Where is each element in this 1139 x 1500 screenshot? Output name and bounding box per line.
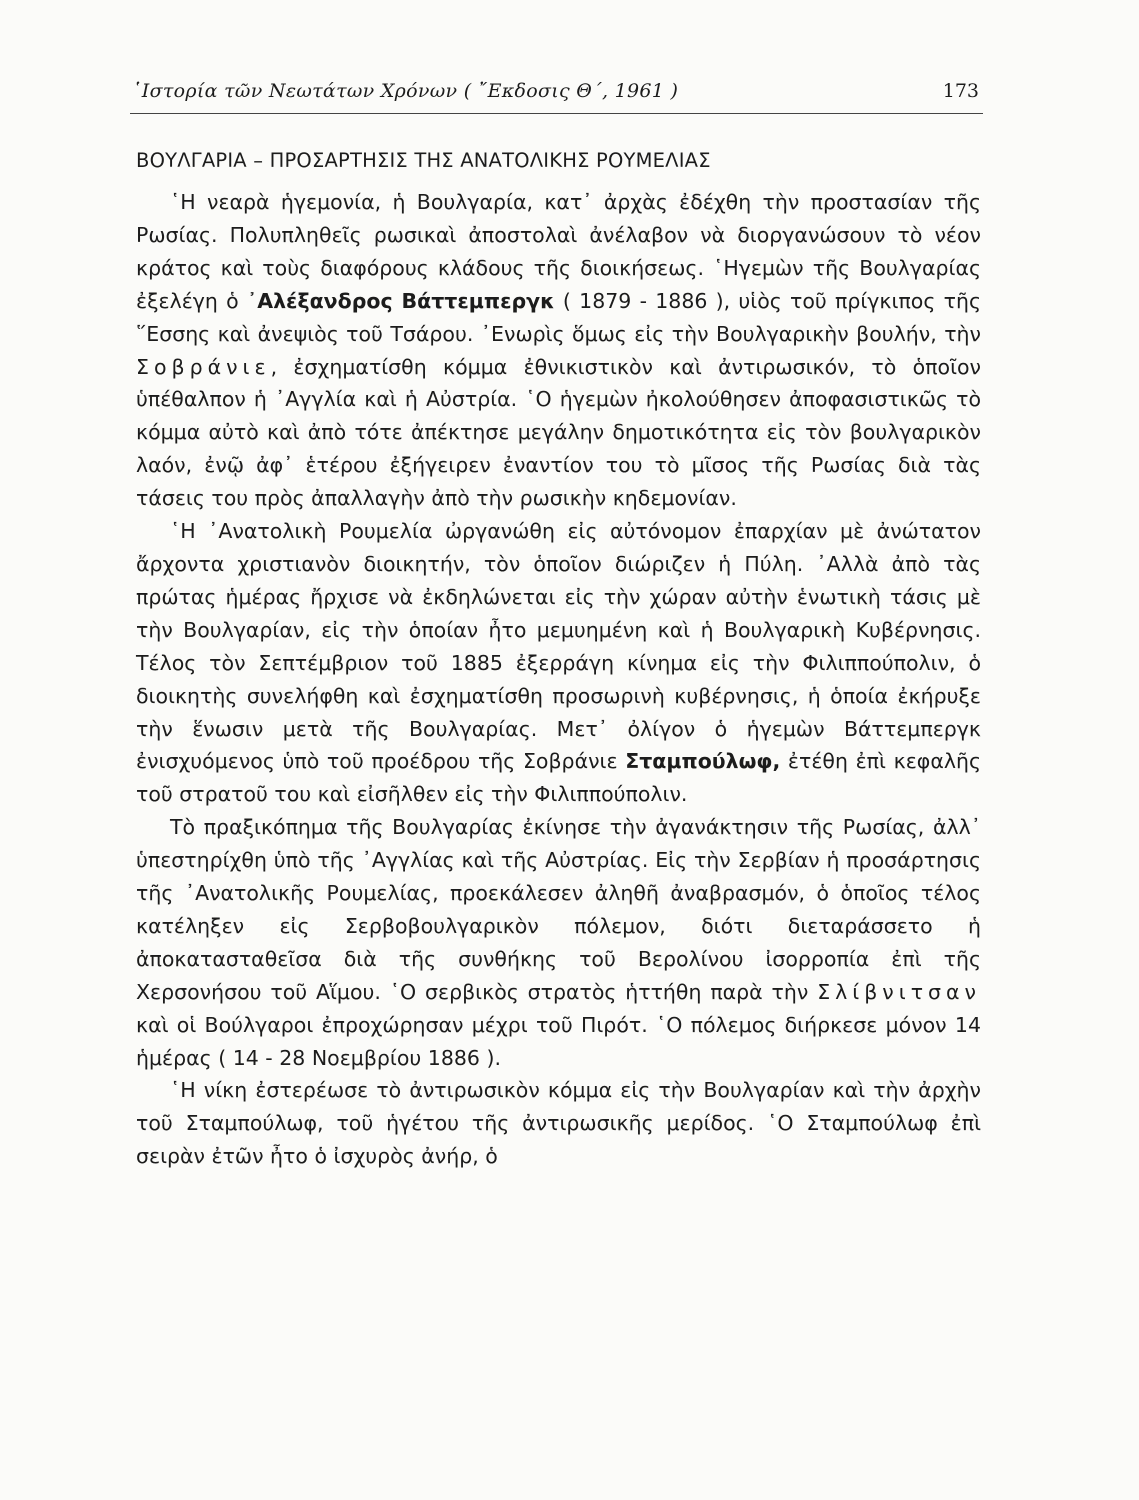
- body-text: [136, 186, 981, 1173]
- running-title: ῾Ιστορία τῶν Νεωτάτων Χρόνων ( ῎Εκδοσις Θ΄, 1961 ): [132, 80, 679, 102]
- text-run: , ἐσχηματίσθη κόμμα ἐθνικιστικὸν καὶ ἀντιρωσικόν, τὸ ὁποῖον ὑπέθαλπον ἡ ᾽Αγγλία καὶ ἡ Αὐστρία. ῾Ο ἡγεμὼν ἠκολούθησεν ἀποφασιστικῶς τὸ κόμμα αὐτὸ καὶ ἀπὸ τότε ἀπέκτησε μεγάλην δημοτικότητα εἰς τὸν βουλγαρικὸν λαόν, ἐνῷ ἀφ᾽ ἑτέρου ἐξήγειρεν ἐναντίον του τὸ μῖσος τῆς Ρωσίας διὰ τὰς τάσεις του πρὸς ἀπαλλαγὴν ἀπὸ τὴν ρωσικὴν κηδεμονίαν.: [136, 354, 981, 511]
- text-run: ἐτέθη ἐπὶ κεφαλῆς τοῦ στρατοῦ του καὶ εἰσῆλθεν εἰς τὴν Φιλιππούπολιν.: [136, 749, 981, 807]
- paragraph: [136, 811, 981, 1074]
- text-run: Τὸ πραξικόπημα τῆς Βουλγαρίας ἐκίνησε τὴν ἀγανάκτησιν τῆς Ρωσίας, ἀλλ᾽ ὑπεστηρίχθη ὑπὸ τῆς ᾽Αγγλίας καὶ τῆς Αὐστρίας. Εἰς τὴν Σερβίαν ἡ προσάρτησις τῆς ᾽Ανατολικῆς Ρουμελίας, προεκάλεσεν ἀληθῆ ἀναβρασμόν, ὁ ὁποῖος τέλος κατέληξεν εἰς Σερβοβουλγαρικὸν πόλεμον, διότι διεταράσσετο ἡ ἀποκατασταθεῖσα διὰ τῆς συνθήκης τοῦ Βερολίνου ἰσορροπία ἐπὶ τῆς Χερσονήσου τοῦ Αἵμου. ῾Ο σερβικὸς στρατὸς ἡττήθη παρὰ τὴν: [136, 815, 981, 1004]
- paragraph: [136, 1074, 981, 1173]
- running-head: [130, 76, 983, 106]
- text-run: ῾Η νίκη ἐστερέωσε τὸ ἀντιρωσικὸν κόμμα εἰς τὴν Βουλγαρίαν καὶ τὴν ἀρχὴν τοῦ Σταμπούλωφ, τοῦ ἡγέτου τῆς ἀντιρωσικῆς μερίδος. ῾Ο Σταμπούλωφ ἐπὶ σειρὰν ἐτῶν ἦτο ὁ ἰσχυρὸς ἀνήρ, ὁ: [136, 1078, 981, 1169]
- page-number: 173: [942, 80, 979, 102]
- spaced-term: Σλίβνιτσαν: [817, 979, 981, 1004]
- spaced-term: Σοβράνιε: [136, 354, 271, 379]
- paragraph: [136, 186, 981, 515]
- bold-name: Σταμπούλωφ,: [625, 749, 781, 774]
- bold-name: ᾽Αλέξανδρος Βάττεμπεργκ: [246, 288, 555, 313]
- section-heading: ΒΟΥΛΓΑΡΙΑ – ΠΡΟΣΑΡΤΗΣΙΣ ΤΗΣ ΑΝΑΤΟΛΙΚΗΣ ΡΟΥΜΕΛΙΑΣ: [136, 149, 711, 172]
- text-run: καὶ οἱ Βούλγαροι ἐπροχώρησαν μέχρι τοῦ Πιρότ. ῾Ο πόλεμος διήρκεσε μόνον 14 ἡμέρας ( 14 - 28 Νοεμβρίου 1886 ).: [136, 1012, 981, 1070]
- text-run: ῾Η νεαρὰ ἡγεμονία, ἡ Βουλγαρία, κατ᾽ ἀρχὰς ἐδέχθη τὴν προστασίαν τῆς Ρωσίας. Πολυπληθεῖς ρωσικαὶ ἀποστολαὶ ἀνέλαβον νὰ διοργανώσουν τὸ νέον κράτος καὶ τοὺς διαφόρους κλάδους τῆς διοικήσεως. ῾Ηγεμὼν τῆς Βουλγαρίας ἐξελέγη ὁ: [136, 190, 981, 313]
- paragraph: [136, 515, 981, 811]
- text-run: ῾Η ᾽Ανατολικὴ Ρουμελία ὠργανώθη εἰς αὐτόνομον ἐπαρχίαν μὲ ἀνώτατον ἄρχοντα χριστιανὸν διοικητήν, τὸν ὁποῖον διώριζεν ἡ Πύλη. ᾽Αλλὰ ἀπὸ τὰς πρώτας ἡμέρας ἤρχισε νὰ ἐκδηλώνεται εἰς τὴν χώραν αὐτὴν ἑνωτικὴ τάσις μὲ τὴν Βουλγαρίαν, εἰς τὴν ὁποίαν ἦτο μεμυημένη καὶ ἡ Βουλγαρικὴ Κυβέρνησις. Τέλος τὸν Σεπτέμβριον τοῦ 1885 ἐξερράγη κίνημα εἰς τὴν Φιλιππούπολιν, ὁ διοικητὴς συνελήφθη καὶ ἐσχηματίσθη προσωρινὴ κυβέρνησις, ἡ ὁποία ἐκήρυξε τὴν ἕνωσιν μετὰ τῆς Βουλγαρίας. Μετ᾽ ὀλίγον ὁ ἡγεμὼν Βάττεμπεργκ ἐνισχυόμενος ὑπὸ τοῦ προέδρου τῆς Σοβράνιε: [136, 519, 981, 774]
- text-run: ( 1879 - 1886 ), υἱὸς τοῦ πρίγκιπος τῆς ῞Εσσης καὶ ἀνεψιὸς τοῦ Τσάρου. ᾽Ενωρὶς ὅμως εἰς τὴν Βουλγαρικὴν βουλήν, τὴν: [136, 288, 981, 346]
- header-rule: [130, 113, 983, 114]
